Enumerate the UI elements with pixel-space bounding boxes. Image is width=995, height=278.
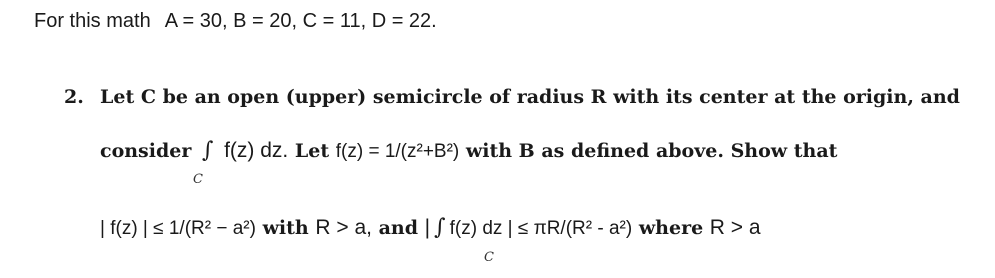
problem-line-3 bbox=[100, 215, 761, 242]
integral-subscript-c-2: C bbox=[484, 250, 494, 265]
abs-bar-open: | bbox=[424, 216, 431, 239]
integral-sign: ∫ bbox=[201, 138, 214, 163]
condition-2: R > a bbox=[709, 216, 761, 239]
and-text: and bbox=[378, 217, 419, 239]
problem-line-1 bbox=[64, 84, 960, 110]
problem-number: 2. bbox=[64, 86, 84, 108]
with-text: with bbox=[262, 217, 309, 239]
integral-sign-2: ∫ bbox=[434, 215, 446, 240]
problem-line-2 bbox=[100, 138, 837, 165]
where-text: where bbox=[638, 217, 704, 239]
problem-line-1-text: Let C be an open (upper) semicircle of radius R with its center at the origin, and bbox=[100, 86, 960, 108]
integrand: f(z) dz. bbox=[224, 139, 289, 162]
consider-text: consider bbox=[100, 140, 192, 162]
bound-1: | f(z) | ≤ 1/(R² − a²) bbox=[100, 218, 256, 239]
function-definition: f(z) = 1/(z²+B²) bbox=[335, 141, 460, 162]
intro-values: A = 30, B = 20, C = 11, D = 22. bbox=[164, 10, 437, 32]
intro-line bbox=[34, 8, 437, 34]
integral-subscript-c: C bbox=[193, 172, 203, 187]
bound-2: f(z) dz | ≤ πR/(R² - a²) bbox=[449, 218, 633, 239]
intro-prefix: For this math bbox=[34, 10, 151, 32]
condition-1: R > a, bbox=[315, 216, 372, 239]
line-2-tail: with B as defined above. Show that bbox=[465, 140, 838, 162]
let-text: Let bbox=[294, 140, 330, 162]
